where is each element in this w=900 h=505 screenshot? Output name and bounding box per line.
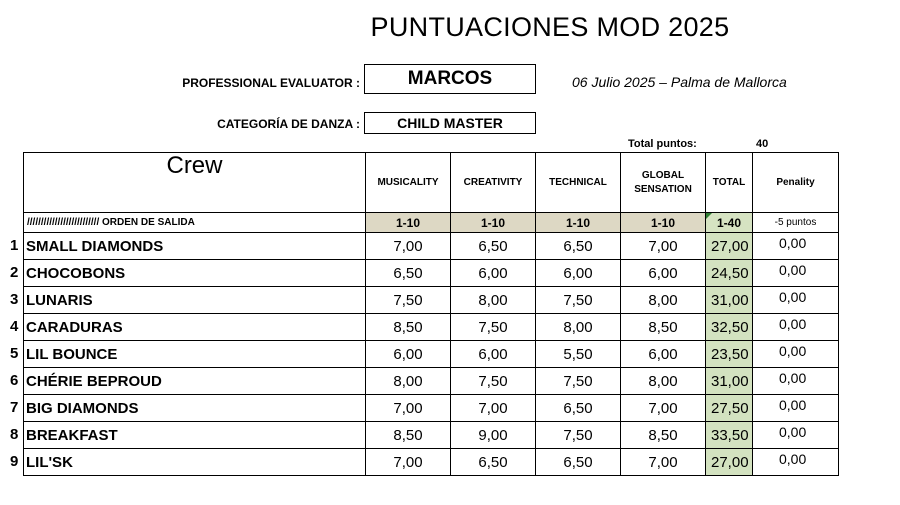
crew-name[interactable]: LIL'SK bbox=[24, 449, 366, 476]
total-puntos-value: 40 bbox=[756, 138, 769, 150]
table-row bbox=[24, 368, 839, 395]
table-row bbox=[24, 314, 839, 341]
table-row bbox=[24, 260, 839, 287]
penality-score[interactable]: 0,00 bbox=[753, 395, 839, 422]
total-score[interactable]: 27,00 bbox=[706, 233, 753, 260]
global-range: 1-10 bbox=[621, 213, 706, 233]
total-header: TOTAL bbox=[706, 153, 753, 213]
technical-score[interactable]: 6,50 bbox=[536, 449, 621, 476]
crew-header: Crew bbox=[24, 153, 366, 213]
creativity-score[interactable]: 8,00 bbox=[451, 287, 536, 314]
penality-score[interactable]: 0,00 bbox=[753, 260, 839, 287]
musicality-score[interactable]: 8,50 bbox=[366, 422, 451, 449]
total-score[interactable]: 23,50 bbox=[706, 341, 753, 368]
table-row bbox=[24, 287, 839, 314]
global-sensation-score[interactable]: 8,00 bbox=[621, 368, 706, 395]
penality-score[interactable]: 0,00 bbox=[753, 233, 839, 260]
global-sensation-score[interactable]: 8,00 bbox=[621, 287, 706, 314]
musicality-score[interactable]: 7,00 bbox=[366, 449, 451, 476]
technical-score[interactable]: 7,50 bbox=[536, 287, 621, 314]
page-title: PUNTUACIONES MOD 2025 bbox=[370, 12, 730, 42]
date-location: 06 Julio 2025 – Palma de Mallorca bbox=[572, 74, 787, 90]
total-puntos-label: Total puntos: bbox=[628, 138, 697, 150]
global-sensation-score[interactable]: 8,50 bbox=[621, 314, 706, 341]
row-number: 7 bbox=[10, 399, 19, 416]
penality-score[interactable]: 0,00 bbox=[753, 314, 839, 341]
creativity-score[interactable]: 6,50 bbox=[451, 449, 536, 476]
row-number: 2 bbox=[10, 264, 19, 281]
musicality-range: 1-10 bbox=[366, 213, 451, 233]
creativity-score[interactable]: 7,50 bbox=[451, 314, 536, 341]
scores-table bbox=[23, 152, 839, 476]
creativity-score[interactable]: 6,00 bbox=[451, 260, 536, 287]
evaluator-name-field[interactable]: MARCOS bbox=[364, 64, 536, 94]
row-number: 1 bbox=[10, 237, 19, 254]
total-score[interactable]: 31,00 bbox=[706, 287, 753, 314]
table-row bbox=[24, 341, 839, 368]
total-score[interactable]: 33,50 bbox=[706, 422, 753, 449]
musicality-score[interactable]: 7,00 bbox=[366, 395, 451, 422]
technical-header: TECHNICAL bbox=[536, 153, 621, 213]
technical-score[interactable]: 7,50 bbox=[536, 422, 621, 449]
penality-score[interactable]: 0,00 bbox=[753, 422, 839, 449]
technical-score[interactable]: 6,50 bbox=[536, 233, 621, 260]
total-score[interactable]: 27,00 bbox=[706, 449, 753, 476]
technical-score[interactable]: 8,00 bbox=[536, 314, 621, 341]
crew-name[interactable]: CHÉRIE BEPROUD bbox=[24, 368, 366, 395]
creativity-header: CREATIVITY bbox=[451, 153, 536, 213]
evaluator-label: PROFESSIONAL EVALUATOR : bbox=[182, 76, 360, 90]
global-sensation-score[interactable]: 7,00 bbox=[621, 395, 706, 422]
technical-score[interactable]: 6,50 bbox=[536, 395, 621, 422]
crew-name[interactable]: LIL BOUNCE bbox=[24, 341, 366, 368]
penality-score[interactable]: 0,00 bbox=[753, 449, 839, 476]
row-number: 8 bbox=[10, 426, 19, 443]
penality-header: Penality bbox=[753, 153, 839, 213]
global-sensation-header: GLOBAL SENSATION bbox=[621, 153, 706, 213]
crew-name[interactable]: LUNARIS bbox=[24, 287, 366, 314]
row-number: 9 bbox=[10, 453, 19, 470]
total-score[interactable]: 24,50 bbox=[706, 260, 753, 287]
table-row bbox=[24, 422, 839, 449]
global-sensation-score[interactable]: 6,00 bbox=[621, 260, 706, 287]
musicality-score[interactable]: 6,00 bbox=[366, 341, 451, 368]
table-row bbox=[24, 449, 839, 476]
category-label: CATEGORÍA DE DANZA : bbox=[217, 117, 360, 131]
creativity-score[interactable]: 9,00 bbox=[451, 422, 536, 449]
technical-score[interactable]: 7,50 bbox=[536, 368, 621, 395]
global-sensation-score[interactable]: 7,00 bbox=[621, 449, 706, 476]
category-field[interactable]: CHILD MASTER bbox=[364, 112, 536, 134]
row-number: 4 bbox=[10, 318, 19, 335]
penality-score[interactable]: 0,00 bbox=[753, 287, 839, 314]
row-number: 5 bbox=[10, 345, 19, 362]
global-sensation-score[interactable]: 6,00 bbox=[621, 341, 706, 368]
crew-name[interactable]: CARADURAS bbox=[24, 314, 366, 341]
table-row bbox=[24, 233, 839, 260]
creativity-score[interactable]: 7,50 bbox=[451, 368, 536, 395]
technical-score[interactable]: 6,00 bbox=[536, 260, 621, 287]
musicality-score[interactable]: 7,00 bbox=[366, 233, 451, 260]
penality-score[interactable]: 0,00 bbox=[753, 341, 839, 368]
penality-score[interactable]: 0,00 bbox=[753, 368, 839, 395]
table-row bbox=[24, 395, 839, 422]
order-of-appearance-label: ////////////////////////// ORDEN DE SALIDA bbox=[24, 213, 366, 233]
total-score[interactable]: 31,00 bbox=[706, 368, 753, 395]
penality-note: -5 puntos bbox=[753, 213, 839, 233]
crew-name[interactable]: BIG DIAMONDS bbox=[24, 395, 366, 422]
creativity-score[interactable]: 6,00 bbox=[451, 341, 536, 368]
crew-name[interactable]: SMALL DIAMONDS bbox=[24, 233, 366, 260]
total-range: 1-40 bbox=[706, 213, 753, 233]
crew-name[interactable]: CHOCOBONS bbox=[24, 260, 366, 287]
row-number: 6 bbox=[10, 372, 19, 389]
musicality-score[interactable]: 8,00 bbox=[366, 368, 451, 395]
technical-score[interactable]: 5,50 bbox=[536, 341, 621, 368]
technical-range: 1-10 bbox=[536, 213, 621, 233]
total-score[interactable]: 32,50 bbox=[706, 314, 753, 341]
creativity-range: 1-10 bbox=[451, 213, 536, 233]
global-sensation-score[interactable]: 7,00 bbox=[621, 233, 706, 260]
creativity-score[interactable]: 7,00 bbox=[451, 395, 536, 422]
musicality-score[interactable]: 8,50 bbox=[366, 314, 451, 341]
musicality-header: MUSICALITY bbox=[366, 153, 451, 213]
crew-name[interactable]: BREAKFAST bbox=[24, 422, 366, 449]
global-sensation-score[interactable]: 8,50 bbox=[621, 422, 706, 449]
creativity-score[interactable]: 6,50 bbox=[451, 233, 536, 260]
musicality-score[interactable]: 6,50 bbox=[366, 260, 451, 287]
total-score[interactable]: 27,50 bbox=[706, 395, 753, 422]
musicality-score[interactable]: 7,50 bbox=[366, 287, 451, 314]
row-number: 3 bbox=[10, 291, 19, 308]
